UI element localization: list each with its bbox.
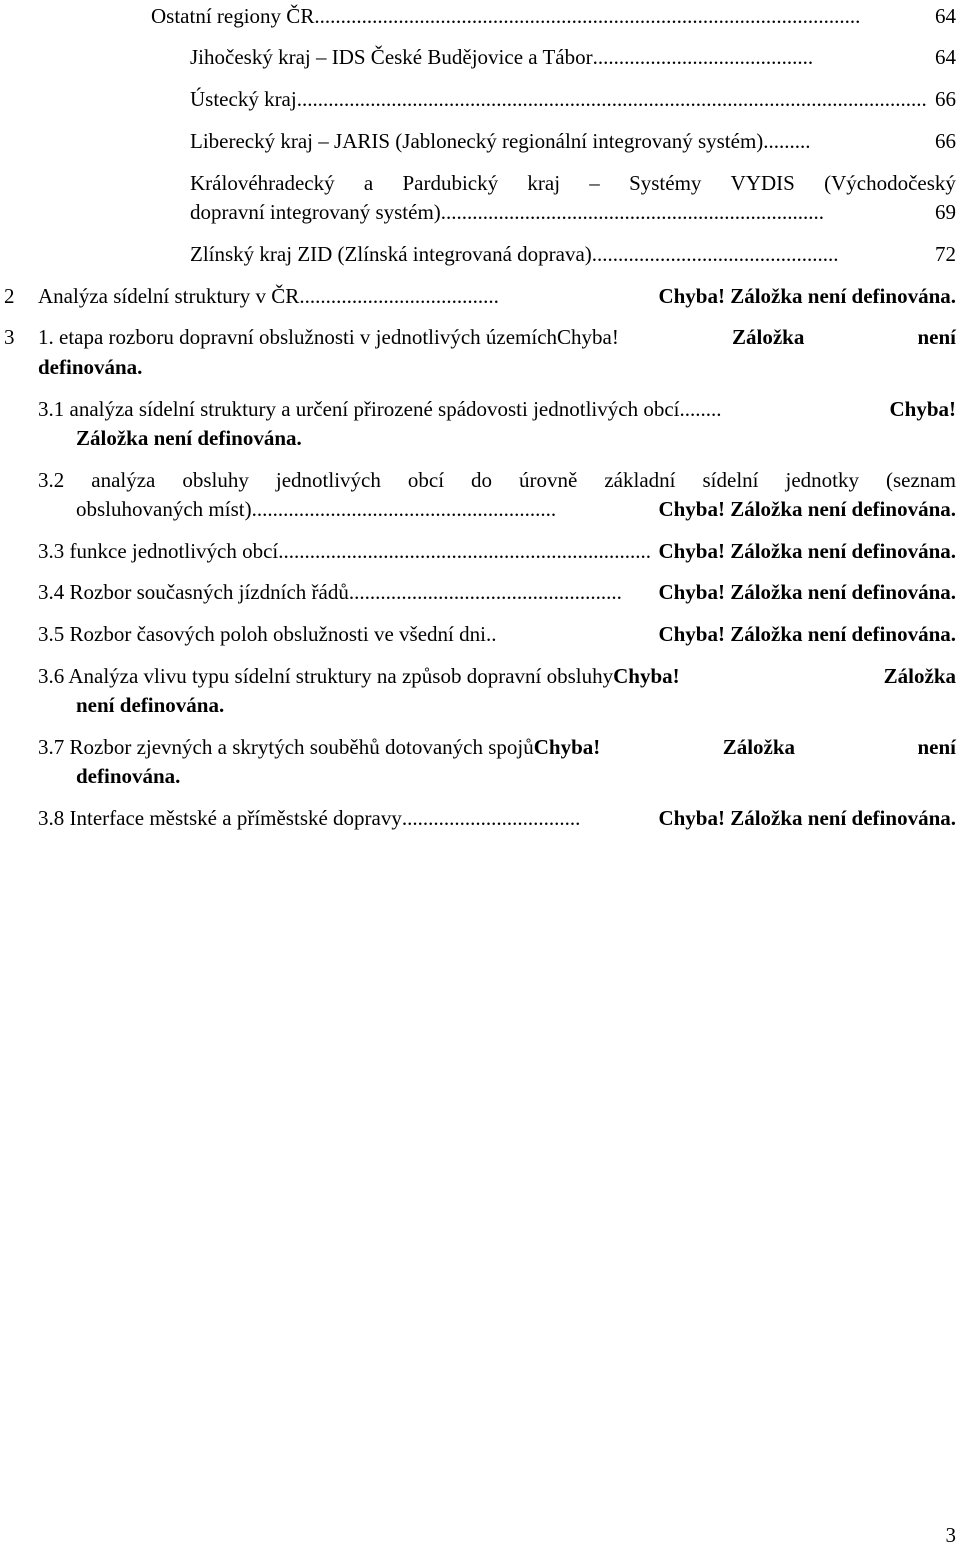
toc-error-word: Záložka (722, 735, 796, 759)
toc-entry-title-line2 (190, 200, 956, 224)
toc-error-word: není (917, 325, 956, 349)
toc-error-text: není definována. (76, 693, 225, 717)
toc-entry-title: Ústecký kraj (190, 87, 297, 111)
toc-entry-ostatni-regiony[interactable] (151, 4, 956, 28)
toc-entry-3-8[interactable] (38, 806, 956, 830)
page-number: 3 (945, 1523, 956, 1547)
toc-entry-3-3[interactable] (38, 539, 956, 563)
toc-entry-line (38, 284, 956, 308)
toc-entry-title: 3.8 Interface městské a příměstské dopravy (38, 806, 402, 830)
toc-entry-line1 (38, 735, 956, 759)
toc-entry-title: 3.6 Analýza vlivu typu sídelní struktury na způsob dopravní obsluhy (38, 664, 614, 688)
toc-word: (seznam (886, 468, 956, 492)
toc-error-text: Chyba! Záložka není definována. (658, 622, 956, 646)
toc-entry-line1 (38, 468, 956, 492)
toc-entry-title: 3.1 analýza sídelní struktury a určení přirozené spádovosti jednotlivých obcí (38, 397, 680, 421)
toc-word: jednotky (785, 468, 859, 492)
toc-page-number: 72 (935, 242, 956, 266)
toc-title-with-error: 1. etapa rozboru dopravní obslužnosti v jednotlivých územíchChyba! (38, 325, 619, 349)
toc-error-text: Chyba! Záložka není definována. (658, 580, 956, 604)
toc-entry-title: obsluhovaných míst) (76, 497, 252, 521)
toc-error-text: Chyba! (889, 397, 956, 421)
toc-leader-dots: ........................................................................................................ (314, 4, 861, 28)
toc-error-word: Chyba! (533, 735, 601, 759)
toc-entry-3-4[interactable] (38, 580, 956, 604)
toc-entry-line1 (38, 325, 956, 349)
toc-leader-dots: .................................................... (348, 580, 622, 604)
toc-word: základní (604, 468, 676, 492)
toc-page-number: 69 (935, 200, 956, 224)
toc-page-number: 66 (935, 87, 956, 111)
toc-error-word: Záložka (732, 325, 805, 349)
toc-error-text: Chyba! Záložka není definována. (658, 284, 956, 308)
toc-error-word: není (917, 735, 957, 759)
toc-leader-dots: ......... (763, 129, 811, 153)
toc-chapter-number: 3 (4, 325, 15, 349)
toc-entry-title: Ostatní regiony ČR (151, 4, 315, 28)
toc-error-word: Záložka (883, 664, 956, 688)
toc-word: úrovně (519, 468, 578, 492)
toc-entry-title: dopravní integrovaný systém) (190, 200, 441, 224)
toc-leader-dots: .......................................... (592, 45, 814, 69)
toc-error-text: Chyba! Záložka není definována. (658, 539, 956, 563)
toc-entry-line1 (38, 664, 956, 688)
toc-word: kraj (527, 171, 561, 195)
toc-word: sídelní (702, 468, 759, 492)
toc-entry-3-5[interactable] (38, 622, 956, 646)
toc-chapter-number: 2 (4, 284, 15, 308)
toc-page-number: 66 (935, 129, 956, 153)
toc-error-text: definována. (38, 355, 143, 379)
toc-word: Systémy (629, 171, 702, 195)
toc-entry-liberecky[interactable] (190, 129, 956, 153)
toc-entry-title: 3.4 Rozbor současných jízdních řádů (38, 580, 349, 604)
toc-leader-dots: ...................................... (299, 284, 499, 308)
toc-word: obcí (407, 468, 445, 492)
toc-word: do (471, 468, 493, 492)
toc-entry-title: Zlínský kraj ZID (Zlínská integrovaná doprava) (190, 242, 592, 266)
toc-word: jednotlivých (275, 468, 381, 492)
toc-word: a (363, 171, 374, 195)
toc-entry-line1 (38, 397, 956, 421)
toc-entry-title-line1 (190, 171, 956, 195)
toc-leader-dots: ............................................... (591, 242, 839, 266)
toc-page-number: 64 (935, 45, 956, 69)
toc-entry-ustecky[interactable] (190, 87, 956, 111)
toc-word: obsluhy (182, 468, 249, 492)
toc-word: Královéhradecký (190, 171, 335, 195)
toc-error-text: definována. (76, 764, 181, 788)
toc-leader-dots: ......................................................................... (440, 200, 825, 224)
toc-entry-line2 (76, 497, 956, 521)
toc-word: analýza (91, 468, 156, 492)
toc-error-text: Chyba! Záložka není definována. (658, 497, 956, 521)
toc-word: VYDIS (730, 171, 795, 195)
toc-word: 3.2 (38, 468, 65, 492)
toc-leader-dots: .. (485, 622, 497, 646)
toc-leader-dots: ........................................................................................................................ (296, 87, 927, 111)
toc-leader-dots: ........ (679, 397, 722, 421)
toc-error-word: Chyba! (613, 664, 680, 688)
toc-page-number: 64 (935, 4, 956, 28)
toc-entry-title: 3.7 Rozbor zjevných a skrytých souběhů dotovaných spojů (38, 735, 534, 759)
toc-entry-title: 3.5 Rozbor časových poloh obslužnosti ve všední dni (38, 622, 486, 646)
toc-entry-title: Jihočeský kraj – IDS České Budějovice a Tábor (190, 45, 593, 69)
toc-entry-title: Liberecký kraj – JARIS (Jablonecký regionální integrovaný systém) (190, 129, 764, 153)
toc-word: (Východočeský (824, 171, 956, 195)
toc-error-text: Záložka není definována. (76, 426, 302, 450)
toc-entry-title: 3.3 funkce jednotlivých obcí (38, 539, 279, 563)
toc-leader-dots: .......................................................... (251, 497, 557, 521)
toc-word: Pardubický (402, 171, 499, 195)
toc-error-text: Chyba! Záložka není definována. (658, 806, 956, 830)
toc-leader-dots: ....................................................................... (278, 539, 652, 563)
toc-entry-title (38, 325, 619, 349)
toc-leader-dots: .................................. (401, 806, 581, 830)
toc-entry-title: Analýza sídelní struktury v ČR (38, 284, 300, 308)
toc-word: – (589, 171, 600, 195)
toc-entry-zlinsky[interactable] (190, 242, 956, 266)
toc-entry-jihocesky[interactable] (190, 45, 956, 69)
